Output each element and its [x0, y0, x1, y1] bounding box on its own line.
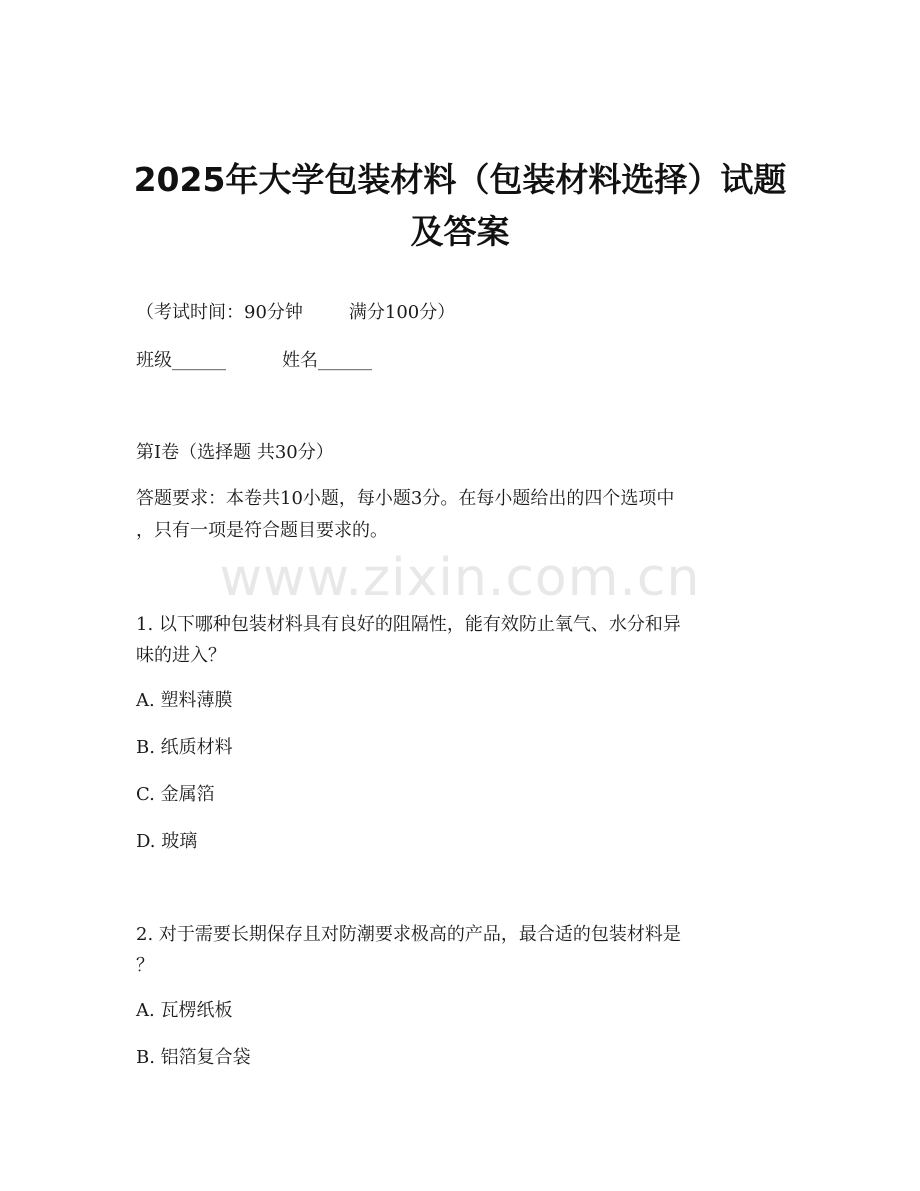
exam-info: [136, 300, 455, 326]
name-field: 姓名______: [282, 350, 372, 371]
question-1-stem-line1: 1. 以下哪种包装材料具有良好的阻隔性，能有效防止氧气、水分和异: [136, 614, 681, 635]
question-1-option-c: C. 金属箔: [136, 784, 215, 805]
question-1-option-b: B. 纸质材料: [136, 737, 233, 758]
question-1-stem-line2: 味的进入？: [136, 645, 226, 666]
student-info: [136, 348, 372, 374]
instructions-line2: ，只有一项是符合题目要求的。: [136, 520, 388, 541]
instructions-line1: 答题要求：本卷共10小题，每小题3分。在每小题给出的四个选项中: [136, 488, 675, 509]
question-2-stem-line1: 2. 对于需要长期保存且对防潮要求极高的产品，最合适的包装材料是: [136, 924, 681, 945]
question-2-option-b: B. 铝箔复合袋: [136, 1047, 251, 1068]
exam-time: （考试时间：90分钟: [136, 302, 303, 323]
question-1-option-a: A. 塑料薄膜: [136, 690, 233, 711]
question-2-option-a: A. 瓦楞纸板: [136, 1000, 233, 1021]
exam-score: 满分100分）: [348, 302, 456, 323]
watermark: www.zixin.com.cn: [219, 548, 701, 608]
document-title-line1: 2025年大学包装材料（包装材料选择）试题: [133, 160, 787, 199]
class-field: 班级______: [136, 350, 226, 371]
question-2-stem-line2: ？: [136, 955, 154, 976]
question-1-option-d: D. 玻璃: [136, 831, 198, 852]
document-title-line2: 及答案: [410, 212, 510, 251]
section-heading: 第Ⅰ卷（选择题 共30分）: [136, 442, 334, 463]
